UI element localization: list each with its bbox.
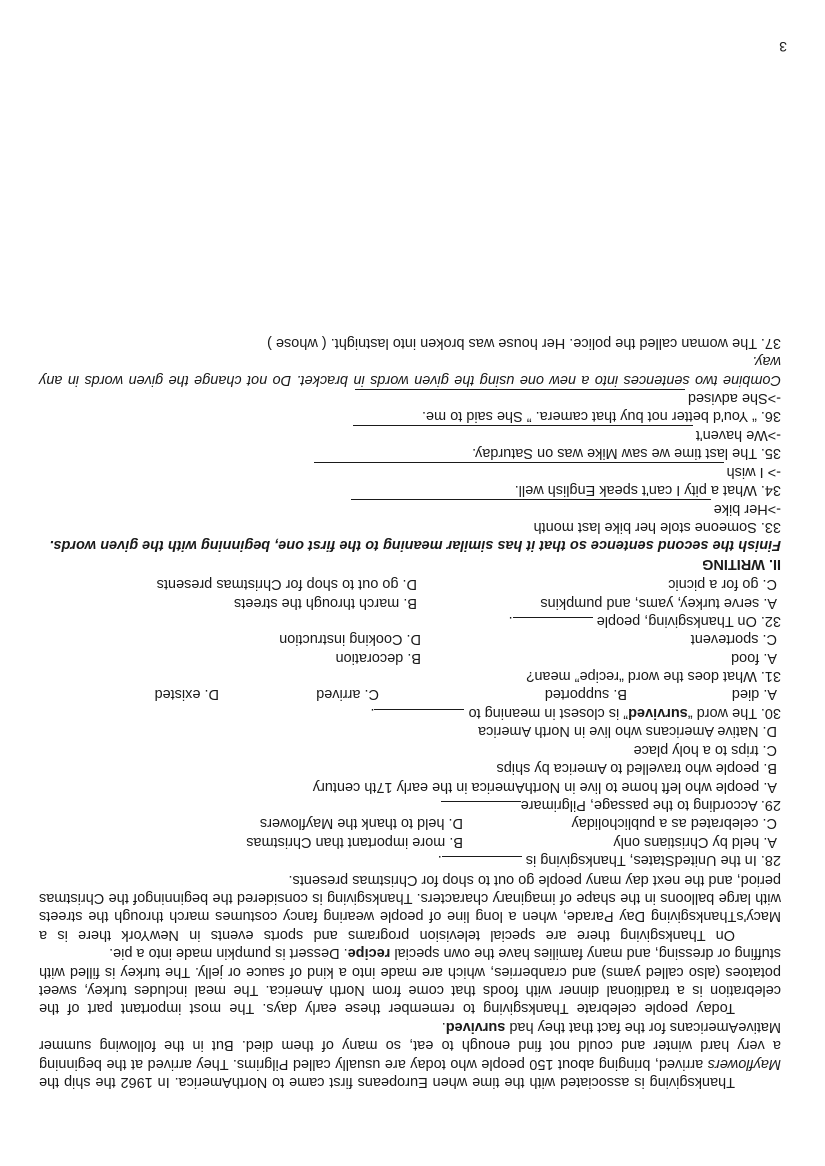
option-d[interactable]: D. Cooking instruction [279,631,421,648]
question-31-stem: 31. What does the word “recipe” mean? [526,668,781,685]
option-c[interactable]: C. arrived [316,686,379,703]
writing-item-35: 35. The last time we saw Mike was on Saturday. [472,445,781,462]
answer-line-36[interactable]: ->She advised [39,389,781,407]
option-d[interactable]: D. held to thank the Mayflowers [259,815,463,832]
writing-instruction: Finish the second sentence so that it has similar meaning to the first one, beginning with the given words. [49,537,781,554]
option-a[interactable]: A. died [731,686,777,703]
page-content [39,333,781,1091]
question-30-options [39,685,781,703]
option-b[interactable]: B. people who travelled to America by ships [496,760,777,777]
option-b[interactable]: B. decoration [335,649,421,666]
answer-line-34[interactable]: -> I wish [39,462,781,480]
vocab-word-survived: survived [445,1018,506,1035]
question-28-options-row-1 [39,832,781,850]
question-30-stem: 30. The word “survived” is closest in meaning to . [370,704,781,721]
reading-paragraph-1: Thanksgiving is associated with the time when Europeans first came to NorthAmerica. In 1962 the ship the Mayflowers arrived, bringing about 150 people who today are usually called Pilgrims. They arrived at the beginning a very hard winter and could not find enough to eat, so many of them died. But in the following summer MativeAmericans for the fact that they had survived. [39,1018,781,1090]
vocab-word-recipe: recipe [347,945,391,962]
question-32-stem: 32. On Thanksgiving, people . [508,612,781,629]
question-31-options-row-2 [39,630,781,648]
option-c[interactable]: C. sportevent [690,631,777,648]
question-29-stem: 29. According to the passage, Pilgrimare [39,796,781,814]
option-a[interactable]: A. food [731,649,777,666]
option-b[interactable]: B. more important than Christmas [246,833,463,850]
writing-item-33: 33. Someone stole her bike last month [533,518,781,535]
writing-instruction-2: Combine two sentences into a new one using the given words in bracket. Do not change the given words in any way. [39,353,781,388]
option-a[interactable]: A. held by Christians only [613,833,777,850]
option-a[interactable]: A. serve turkey, yams, and pumpkins [540,594,777,611]
answer-blank[interactable] [442,856,522,869]
answer-line-35[interactable]: ->We haven't [39,425,781,443]
question-32-options-row-2 [39,575,781,593]
question-31-options-row-1 [39,648,781,666]
option-c[interactable]: C. celebrated as a publicholiday [571,815,777,832]
option-c[interactable]: C. go for a picnic [668,576,777,593]
reading-paragraph-3: On Thanksgiving there are special television programs and sports events in NewYork there is a Macy'sThanksgiving Day Parade, when a long line of people wearing fancy costumes march through the streets with large balloons in the shape of imaginary characters. Thanksgiving is considered the beginningof the Christmas period, and the next day many people go out to shop for Christmas presents. [39,871,781,943]
writing-item-37: 37. The woman called the police. Her house was broken into lastnight. ( whose ) [267,334,781,351]
page-number: 3 [779,39,787,55]
option-c[interactable]: C. trips to a holy place [633,741,777,758]
option-b[interactable]: B. supported [544,686,627,703]
section-heading-writing: II. WRITING [702,555,781,572]
option-d[interactable]: D. go out to shop for Christmas presents [156,576,417,593]
option-a[interactable]: A. people who left home to live in NorthAmerica in the early 17th century [312,778,777,795]
option-d[interactable]: D. existed [154,686,219,703]
option-d[interactable]: D. Native Americans who live in North America [478,723,777,740]
writing-item-34: 34. What a pity I can't speak English well. [514,482,781,499]
answer-line-33[interactable]: ->Her bike [39,499,781,517]
writing-item-36: 36. “ You'd better not buy that camera. ” She said to me. [421,408,781,425]
question-28-stem: 28. In the UnitedStates, Thanksgiving is . [437,852,781,869]
answer-blank[interactable] [375,709,465,722]
option-b[interactable]: B. march through the streets [234,594,417,611]
reading-paragraph-2: Today people celebrate Thanksgiving to remember these early days. The most important part of the celebration is a traditional dinner with foods that come from North America. The meal includes turkey, sweet potatoes (also called yams) and cranberries, which are made into a kind of sauce or jelly. The turkey is filled with stuffing or dressing, and many families have the own special recipe. Dessert is pumpkin made into a pie. [39,945,781,1017]
question-32-options-row-1 [39,593,781,611]
question-28-options-row-2 [39,814,781,832]
answer-blank[interactable] [513,617,593,630]
answer-blank[interactable] [441,801,521,814]
